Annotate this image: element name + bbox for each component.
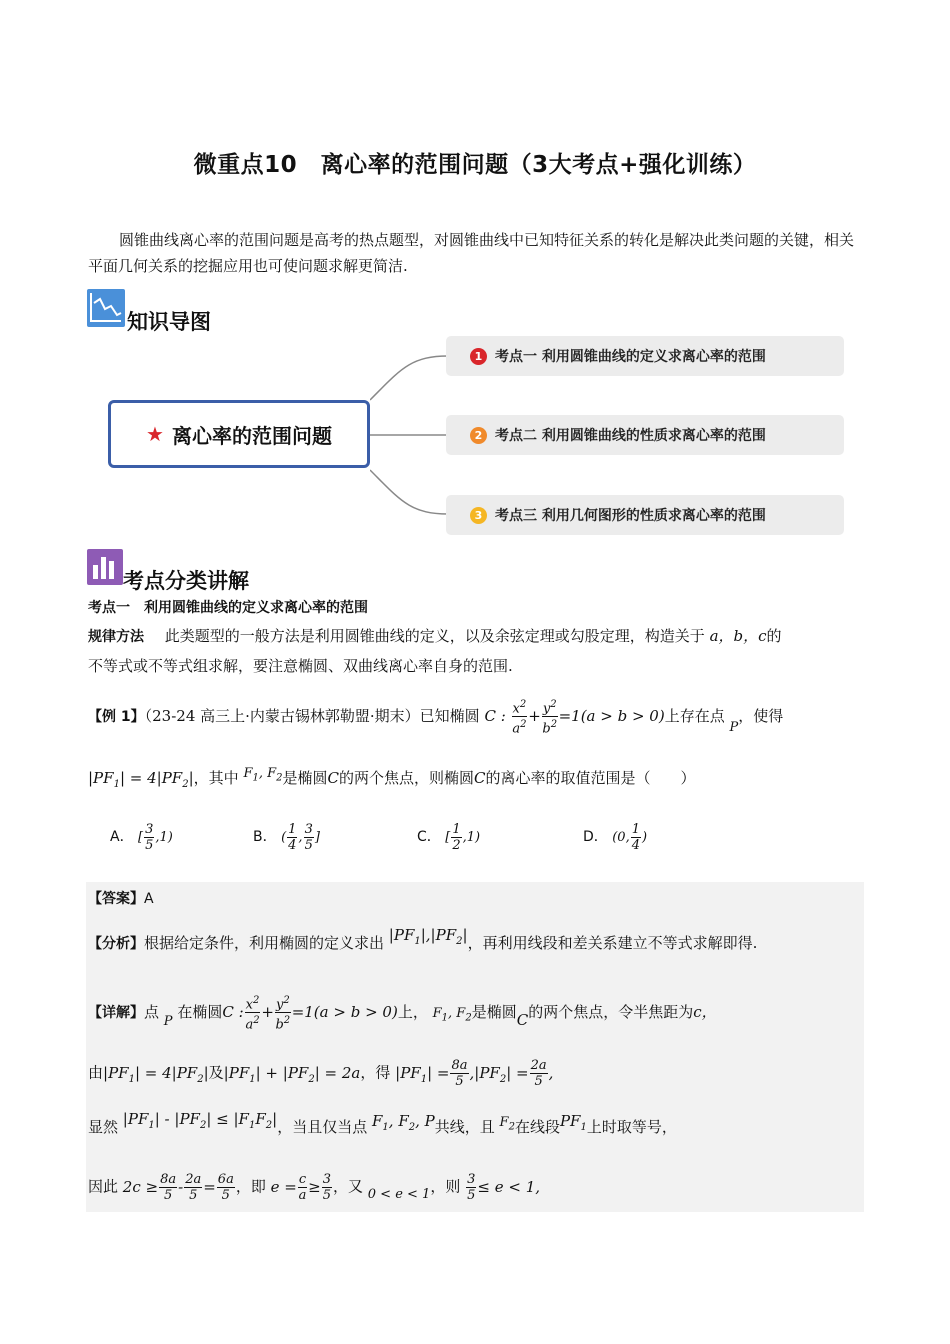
mindmap-node-1 bbox=[446, 336, 844, 376]
method-label: 规律方法 bbox=[88, 629, 144, 645]
curve-c: C bbox=[516, 1010, 529, 1029]
method-text-2: 不等式或不等式组求解，要注意椭圆、双曲线离心率自身的范围. bbox=[88, 657, 513, 675]
detail-text: ，当且仅当点 bbox=[277, 1118, 368, 1136]
option-b: B． ( $\frac{1}{4}$ , $\frac{3}{5}$ ] bbox=[253, 822, 320, 853]
mindmap-node-3 bbox=[446, 495, 844, 535]
detail-text: ，则 bbox=[430, 1177, 461, 1196]
math-expr: e = $\frac{c}{a}$ ≥ $\frac{3}{5}$ bbox=[270, 1172, 331, 1203]
ellipse-equation: C : $\frac{x^2}{a^2}$ + $\frac{y^2}{b^2}$ =1(a > b > 0) bbox=[484, 699, 665, 737]
example-1-line-1 bbox=[88, 697, 783, 737]
analysis-text: ，再利用线段和差关系建立不等式求解即得. bbox=[467, 934, 758, 952]
example-text: 的两个焦点，则椭圆 bbox=[339, 769, 475, 787]
math-expr: 2c ≥ $\frac{8a}{5}$ - $\frac{2a}{5}$ = $\frac{6a}{5}$ bbox=[122, 1172, 234, 1203]
point-p: P bbox=[729, 719, 739, 735]
option-a: A． [ $\frac{3}{5}$ ,1) bbox=[110, 822, 173, 853]
number-badge-icon: 3 bbox=[470, 507, 487, 524]
math-expr: $|PF_1| + |PF_2| = 2a$ bbox=[223, 1063, 361, 1085]
method-vars: a，b，c bbox=[709, 627, 767, 645]
example-text: 是椭圆 bbox=[282, 769, 328, 787]
page-title: 微重点10 离心率的范围问题（3大考点+强化训练） bbox=[193, 152, 757, 178]
math-expr: $|PF_1| - |PF_2| \le |F_1F_2|$ bbox=[122, 1110, 278, 1131]
option-label: C． bbox=[417, 829, 441, 845]
math-expr: 0 < e < 1 bbox=[367, 1186, 431, 1202]
method-text: 此类题型的一般方法是利用圆锥曲线的定义，以及余弦定理或勾股定理，构造关于 bbox=[164, 627, 705, 645]
math-expr: $|PF_1| = 4|PF_2|$ bbox=[103, 1063, 209, 1085]
analysis-text: 根据给定条件，利用椭圆的定义求出 bbox=[144, 934, 385, 952]
mindmap-node-label: 考点三 利用几何图形的性质求离心率的范围 bbox=[495, 508, 766, 524]
curve-c: C bbox=[327, 769, 340, 787]
chart-line-icon bbox=[87, 289, 125, 327]
mindmap-center-label: 离心率的范围问题 bbox=[171, 423, 332, 448]
answer-label: 【答案】 bbox=[88, 891, 144, 907]
detail-line-2 bbox=[88, 1058, 553, 1091]
example-source: （23-24 高三上·内蒙古锡林郭勒盟·期末）已知椭圆 bbox=[144, 706, 480, 725]
point-p: P bbox=[163, 1013, 173, 1029]
detail-line-1 bbox=[88, 993, 717, 1033]
section-heading-mindmap: 知识导图 bbox=[127, 310, 211, 334]
var-c: c， bbox=[693, 1002, 717, 1021]
math-expr: $\frac{3}{5}$ ≤ e < 1, bbox=[467, 1172, 541, 1203]
example-label: 【例 1】 bbox=[88, 708, 145, 725]
example-1-line-2 bbox=[88, 767, 696, 796]
mindmap-node-label: 考点二 利用圆锥曲线的性质求离心率的范围 bbox=[495, 428, 766, 444]
detail-line-4 bbox=[88, 1172, 540, 1203]
ellipse-equation: C : $\frac{x^2}{a^2}$ + $\frac{y^2}{b^2}$ =1(a > b > 0) bbox=[222, 995, 398, 1033]
mindmap-node-label: 考点一 利用圆锥曲线的定义求离心率的范围 bbox=[495, 349, 766, 365]
example-text: ，其中 bbox=[193, 769, 239, 787]
option-c: C． [ $\frac{1}{2}$ ,1) bbox=[417, 822, 481, 853]
math-expr: $F_1$, $F_2$, P bbox=[371, 1112, 435, 1133]
method-paragraph bbox=[88, 625, 866, 648]
number-badge-icon: 2 bbox=[470, 427, 487, 444]
detail-text: 在线段 bbox=[514, 1118, 560, 1136]
detail-text: 共线，且 bbox=[434, 1118, 495, 1136]
answer-value: A bbox=[144, 891, 154, 907]
math-expr: $F_2$ bbox=[499, 1115, 515, 1133]
answer-line bbox=[88, 887, 154, 910]
detail-text: 是椭圆 bbox=[471, 1002, 517, 1021]
mindmap-connectors bbox=[370, 350, 450, 520]
detail-text: 因此 bbox=[88, 1177, 119, 1196]
detail-text: ，又 bbox=[332, 1177, 363, 1196]
intro-paragraph: 圆锥曲线离心率的范围问题是高考的热点题型，对圆锥曲线中已知特征关系的转化是解决此类问题的关键，相关平面几何关系的挖掘应用也可使问题求解更简洁. bbox=[88, 231, 855, 275]
math-expr: $PF_1$ bbox=[559, 1112, 587, 1133]
math-expr: $|PF_1|$ = $\frac{8a}{5}$ $,|PF_2|$ = $\frac{2a}{5}$ , bbox=[395, 1058, 554, 1089]
detail-text: 的两个焦点，令半焦距为 bbox=[528, 1002, 694, 1021]
mindmap-node-2 bbox=[446, 415, 844, 455]
option-label: A． bbox=[110, 829, 134, 845]
mindmap-center-node bbox=[108, 400, 370, 468]
option-label: D． bbox=[583, 829, 608, 845]
star-icon: ★ bbox=[146, 422, 164, 446]
detail-text: ，即 bbox=[235, 1177, 266, 1196]
section-heading-topics: 考点分类讲解 bbox=[123, 569, 249, 593]
option-d: D． (0, $\frac{1}{4}$ ) bbox=[583, 822, 648, 853]
example-text: 上存在点 bbox=[664, 706, 725, 725]
option-label: B． bbox=[253, 829, 277, 845]
analysis-label: 【分析】 bbox=[88, 936, 144, 952]
condition-equation: $|PF_1| = 4|PF_2|$ bbox=[88, 769, 194, 790]
foci-label: $F_1$, $F_2$ bbox=[243, 766, 283, 784]
number-badge-icon: 1 bbox=[470, 348, 487, 365]
detail-text: 上， bbox=[397, 1002, 428, 1021]
detail-text: 由 bbox=[88, 1063, 104, 1082]
detail-label: 【详解】 bbox=[88, 1004, 144, 1021]
foci-label: $F_1$, $F_2$ bbox=[432, 1005, 472, 1024]
analysis-line bbox=[88, 926, 758, 961]
detail-text: 及 bbox=[208, 1063, 224, 1082]
analysis-math: $|PF_1|,|PF_2|$ bbox=[388, 926, 468, 947]
detail-text: ，得 bbox=[360, 1063, 391, 1082]
method-suffix: 的 bbox=[766, 627, 782, 645]
topic-1-heading: 考点一 利用圆锥曲线的定义求离心率的范围 bbox=[88, 600, 368, 616]
detail-text: 显然 bbox=[88, 1118, 119, 1136]
example-text: 的离心率的取值范围是（ ） bbox=[485, 769, 696, 787]
detail-text: 点 bbox=[144, 1002, 160, 1021]
detail-text: 上时取等号， bbox=[586, 1118, 677, 1136]
curve-c: C bbox=[474, 769, 486, 787]
detail-text: 在椭圆 bbox=[177, 1002, 223, 1021]
bar-chart-icon bbox=[87, 549, 123, 585]
detail-line-3 bbox=[88, 1110, 677, 1145]
example-text: ，使得 bbox=[738, 706, 784, 725]
